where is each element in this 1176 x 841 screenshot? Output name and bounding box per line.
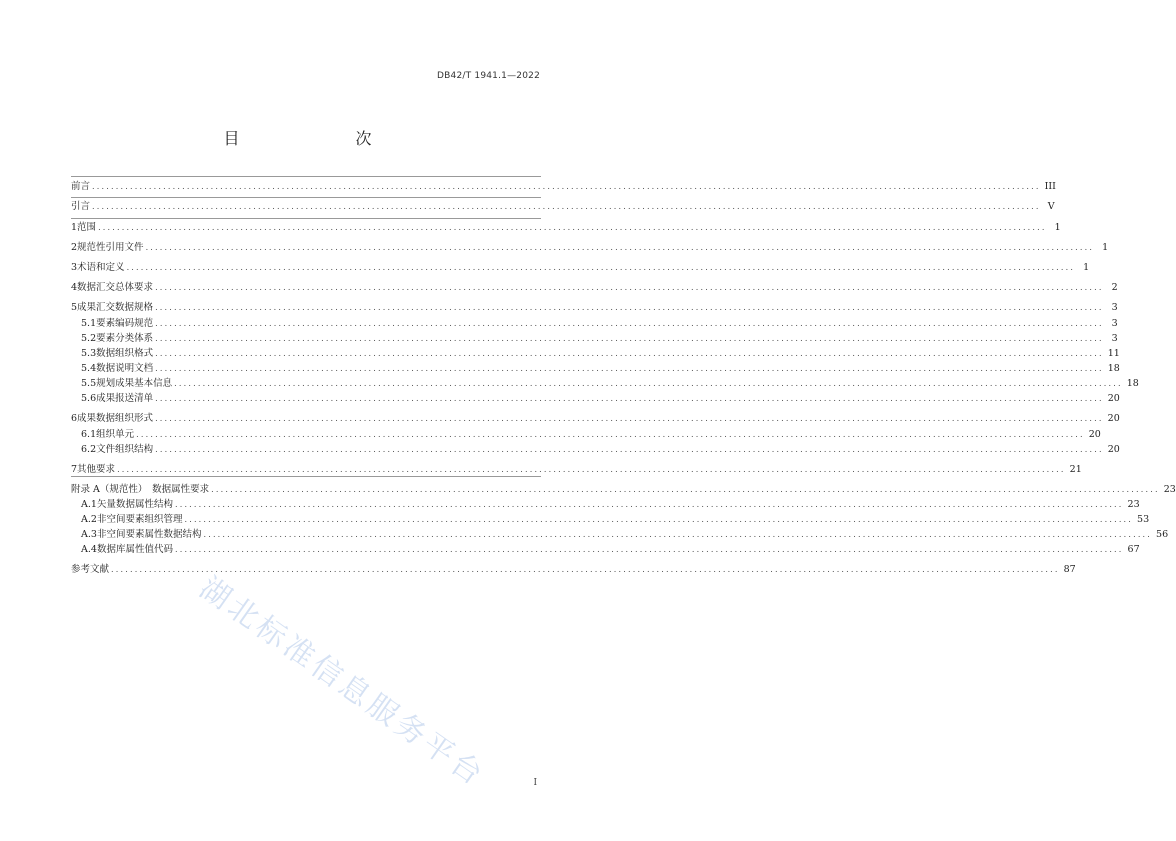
page-number: I xyxy=(533,778,537,788)
toc-entry-label: 引言 xyxy=(71,201,91,212)
toc-leader-dots: ........................................................................................................................................................................................................ xyxy=(111,565,1060,574)
toc-entry-label: 非空间要素属性数据结构 xyxy=(96,529,202,540)
toc-entry[interactable] xyxy=(71,463,1082,477)
toc-entry-number: 6 xyxy=(71,413,78,424)
divider-line xyxy=(71,197,541,198)
toc-entry[interactable] xyxy=(71,317,1118,331)
toc-leader-dots: ........................................................................................................................................................................................................ xyxy=(155,349,1104,358)
toc-entry-label: 术语和定义 xyxy=(77,262,125,273)
toc-leader-dots: ........................................................................................................................................................................................................ xyxy=(211,485,1160,494)
toc-entry[interactable] xyxy=(71,428,1101,442)
toc-entry-number: A.1 xyxy=(81,499,97,510)
watermark: 湖北标准信息服务平台 xyxy=(192,570,492,795)
toc-entry-page: 21 xyxy=(1069,464,1082,475)
document-code: DB42/T 1941.1—2022 xyxy=(437,71,540,81)
toc-leader-dots: ........................................................................................................................................................................................................ xyxy=(155,364,1104,373)
toc-entry-page: 18 xyxy=(1107,363,1120,374)
toc-entry-page: 20 xyxy=(1107,393,1120,404)
toc-entry[interactable] xyxy=(71,443,1120,457)
toc-entry-number: 5 xyxy=(71,302,78,313)
toc-entry-number: 1 xyxy=(71,222,78,233)
toc-entry-number: 4 xyxy=(71,282,78,293)
toc-entry[interactable] xyxy=(71,347,1120,361)
toc-leader-dots: ........................................................................................................................................................................................................ xyxy=(174,545,1124,554)
toc-entry[interactable] xyxy=(71,543,1140,557)
toc-entry-label: 非空间要素组织管理 xyxy=(96,514,183,525)
toc-entry[interactable] xyxy=(71,261,1090,275)
toc-entry-page: 3 xyxy=(1111,333,1118,344)
toc-entry-number: A.2 xyxy=(81,514,97,525)
toc-entry-label: 数据说明文档 xyxy=(96,363,154,374)
toc-leader-dots: ........................................................................................................................................................................................................ xyxy=(174,500,1124,509)
toc-entry[interactable] xyxy=(71,180,1056,194)
toc-entry-label: 成果数据组织形式 xyxy=(77,413,154,424)
toc-entry-label: 范围 xyxy=(77,222,97,233)
toc-entry-label: 规范性引用文件 xyxy=(77,242,144,253)
toc-entry-number: 5.1 xyxy=(81,318,97,329)
toc-entry-page: 56 xyxy=(1156,529,1169,540)
toc-leader-dots: ........................................................................................................................................................................................................ xyxy=(145,243,1095,252)
toc-leader-dots: ........................................................................................................................................................................................................ xyxy=(155,414,1104,423)
toc-entry-label: 要素分类体系 xyxy=(96,333,154,344)
toc-leader-dots: ........................................................................................................................................................................................................ xyxy=(203,530,1153,539)
toc-leader-dots: ........................................................................................................................................................................................................ xyxy=(117,465,1066,474)
toc-entry-label: 矢量数据属性结构 xyxy=(96,499,173,510)
toc-entry-page: 67 xyxy=(1127,544,1140,555)
toc-entry-number: A.4 xyxy=(81,544,97,555)
toc-leader-dots: ........................................................................................................................................................................................................ xyxy=(155,303,1104,312)
toc-entry[interactable] xyxy=(71,377,1139,391)
toc-entry-label: 成果汇交数据规格 xyxy=(77,302,154,313)
toc-entry-page: 23 xyxy=(1127,499,1140,510)
toc-entry-number: 5.2 xyxy=(81,333,97,344)
toc-entry-page: 1 xyxy=(1083,262,1090,273)
toc-entry-page: 3 xyxy=(1111,318,1118,329)
toc-entry[interactable] xyxy=(71,528,1169,542)
toc-leader-dots: ........................................................................................................................................................................................................ xyxy=(184,515,1134,524)
toc-entry[interactable] xyxy=(71,412,1120,426)
toc-entry-number: 5.5 xyxy=(81,378,97,389)
toc-entry[interactable] xyxy=(71,241,1109,255)
toc-entry-page: 18 xyxy=(1126,378,1139,389)
toc-entry-label: 数据汇交总体要求 xyxy=(77,282,154,293)
toc-leader-dots: ........................................................................................................................................................................................................ xyxy=(98,223,1047,232)
toc-leader-dots: ........................................................................................................................................................................................................ xyxy=(92,182,1041,191)
toc-entry-number: 5.3 xyxy=(81,348,97,359)
toc-entry-page: 23 xyxy=(1163,484,1176,495)
toc-leader-dots: ........................................................................................................................................................................................................ xyxy=(155,334,1104,343)
toc-leader-dots: ........................................................................................................................................................................................................ xyxy=(155,394,1104,403)
toc-leader-dots: ........................................................................................................................................................................................................ xyxy=(126,263,1076,272)
toc-entry-number: 6.1 xyxy=(81,429,97,440)
toc-entry-page: 1 xyxy=(1102,242,1109,253)
toc-entry-label: 参考文献 xyxy=(71,564,110,575)
toc-entry[interactable] xyxy=(71,301,1118,315)
toc-entry-number: 5.6 xyxy=(81,393,97,404)
toc-entry-label: 要素编码规范 xyxy=(96,318,154,329)
toc-entry[interactable] xyxy=(71,483,1176,497)
divider-line xyxy=(71,218,541,219)
toc-entry[interactable] xyxy=(71,200,1055,214)
toc-entry[interactable] xyxy=(71,281,1118,295)
toc-entry-number: 7 xyxy=(71,464,78,475)
toc-entry-label: 数据库属性值代码 xyxy=(96,544,173,555)
toc-entry[interactable] xyxy=(71,392,1120,406)
toc-entry-number: 2 xyxy=(71,242,78,253)
toc-entry-page: 11 xyxy=(1107,348,1120,359)
toc-entry-label: 其他要求 xyxy=(77,464,116,475)
toc-entry[interactable] xyxy=(71,563,1076,577)
divider-line xyxy=(71,176,541,177)
toc-entry-label: 附录 A（规范性） 数据属性要求 xyxy=(71,484,210,495)
toc-entry[interactable] xyxy=(71,221,1061,235)
toc-entry-page: 3 xyxy=(1111,302,1118,313)
toc-entry[interactable] xyxy=(71,332,1118,346)
toc-entry-label: 组织单元 xyxy=(96,429,135,440)
toc-entry[interactable] xyxy=(71,513,1150,527)
toc-leader-dots: ........................................................................................................................................................................................................ xyxy=(174,379,1123,388)
toc-entry[interactable] xyxy=(71,498,1140,512)
toc-entry-number: 6.2 xyxy=(81,444,97,455)
divider-line xyxy=(71,476,541,477)
toc-entry-label: 规划成果基本信息 xyxy=(96,378,173,389)
toc-leader-dots: ........................................................................................................................................................................................................ xyxy=(92,202,1041,211)
toc-entry-page: 53 xyxy=(1137,514,1150,525)
toc-entry-page: 1 xyxy=(1054,222,1061,233)
toc-entry-number: A.3 xyxy=(81,529,97,540)
toc-entry-page: 2 xyxy=(1111,282,1118,293)
toc-entry-label: 成果报送清单 xyxy=(96,393,154,404)
toc-entry-page: V xyxy=(1047,201,1055,212)
toc-entry-page: 20 xyxy=(1107,444,1120,455)
toc-entry-page: III xyxy=(1044,181,1056,192)
toc-entry-label: 文件组织结构 xyxy=(96,444,154,455)
toc-entry-page: 20 xyxy=(1088,429,1101,440)
toc-leader-dots: ........................................................................................................................................................................................................ xyxy=(155,319,1104,328)
toc-leader-dots: ........................................................................................................................................................................................................ xyxy=(155,445,1104,454)
toc-entry-number: 5.4 xyxy=(81,363,97,374)
toc-entry-label: 前言 xyxy=(71,181,91,192)
toc-entry-number: 3 xyxy=(71,262,78,273)
toc-entry[interactable] xyxy=(71,362,1120,376)
toc-entry-label: 数据组织格式 xyxy=(96,348,154,359)
toc-leader-dots: ........................................................................................................................................................................................................ xyxy=(136,430,1085,439)
toc-leader-dots: ........................................................................................................................................................................................................ xyxy=(155,283,1104,292)
toc-entry-page: 87 xyxy=(1063,564,1076,575)
toc-entry-page: 20 xyxy=(1107,413,1120,424)
page-title: 目 次 xyxy=(223,129,400,148)
